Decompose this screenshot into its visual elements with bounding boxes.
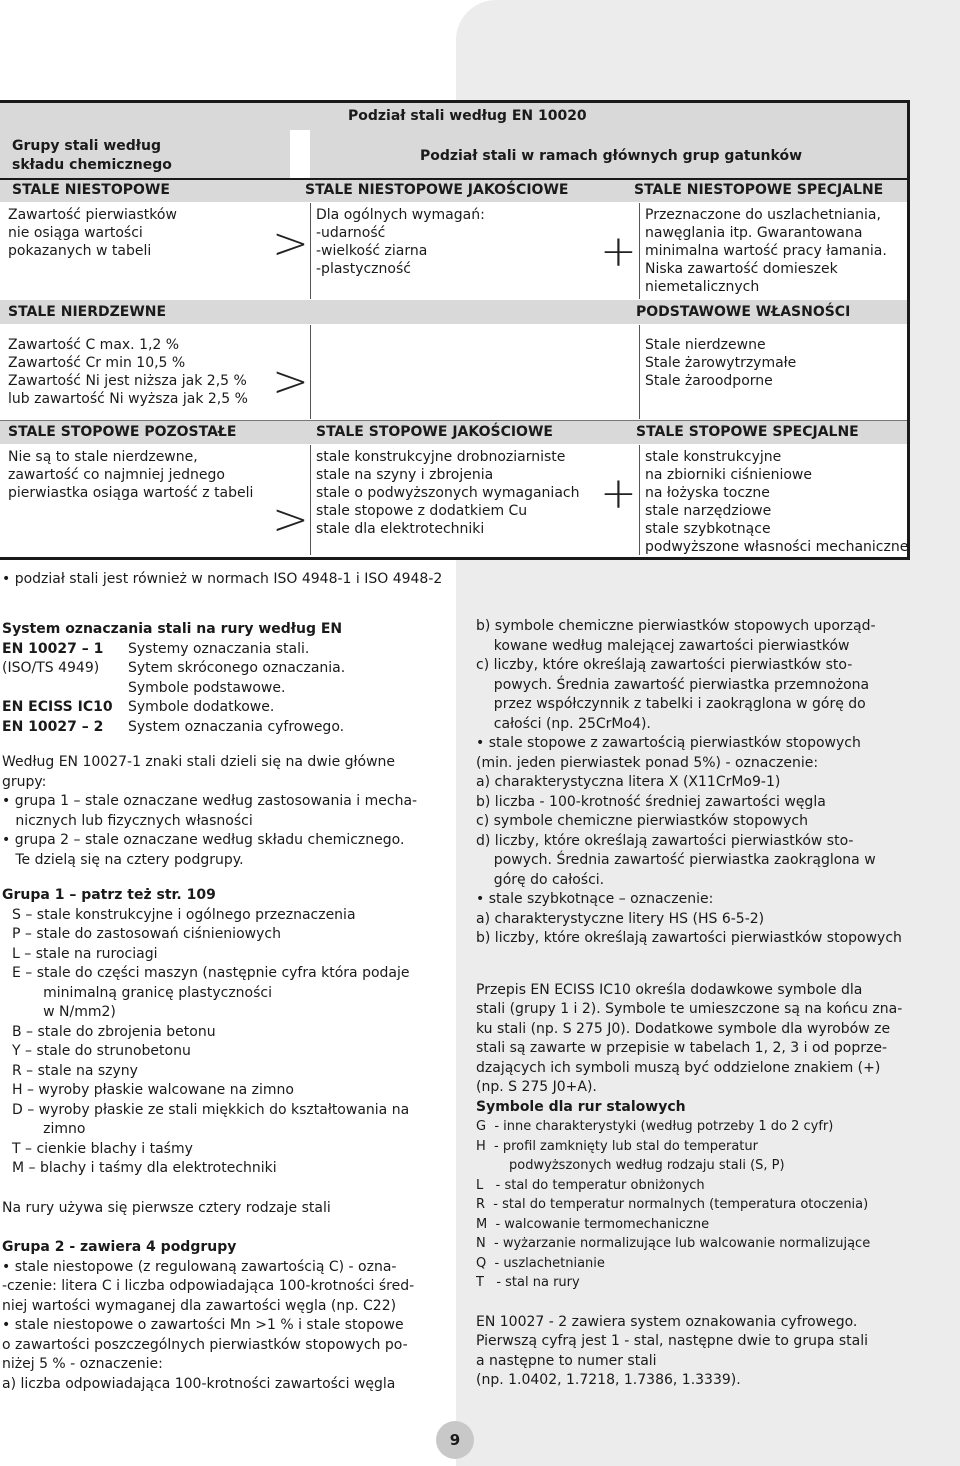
paragraph-line: EN 10027 - 2 zawiera system oznakowania cyfrowego. [476,1313,858,1330]
group-bullet: Te dzielą się na cztery podgrupy. [2,851,244,868]
cell-line: na łożyska toczne [645,485,770,501]
paragraph-line: grupy: [2,773,47,790]
pipe-symbol-item: L - stal do temperatur obniżonych [476,1177,705,1193]
iso-note: • podział stali jest również w normach ISO 4948-1 i ISO 4948-2 [2,571,443,587]
group1-item: T – cienkie blachy i taśmy [12,1140,193,1157]
cell-divider [310,203,311,299]
group1-item: minimalną granicę plastyczności [12,984,272,1001]
cell-line: Zawartość pierwiastków [8,207,177,223]
group1-item: L – stale na rurociagi [12,945,158,962]
cell-divider [310,325,311,419]
group-bullet: • grupa 1 – stale oznaczane według zastosowania i mecha- [2,793,418,809]
cell-line: minimalna wartość pracy łamania. [645,243,887,259]
group2-line: niżej 5 % - oznaczenie: [2,1356,163,1372]
row3-mid-cell [316,448,579,538]
group-bullet: • grupa 2 – stale oznaczane według składu chemicznego. [2,832,405,848]
cell-line: Przeznaczone do uszlachetniania, [645,207,881,223]
paragraph-line: (np. S 275 J0+A). [476,1079,597,1095]
cell-line: nawęglania itp. Gwarantowana [645,225,863,241]
right-column [476,617,916,1391]
cell-line: na zbiorniki ciśnieniowe [645,467,812,483]
divider [0,178,907,180]
system-row [2,640,442,660]
row3-left-header: STALE STOPOWE POZOSTAŁE [8,424,237,440]
row3-left-cell [8,448,253,502]
pipe-symbols-title: Symbole dla rur stalowych [476,1098,686,1115]
table-bottom-border [0,557,910,560]
system-code: (ISO/TS 4949) [2,660,100,676]
group1-item: P – stale do zastosowań ciśnieniowych [12,926,281,942]
greater-than-symbol: > [272,356,309,407]
row2-left-header: STALE NIERDZEWNE [8,304,167,320]
steel-classification-table [0,100,910,560]
system-code: EN 10027 – 2 [2,718,104,735]
pipe-symbol-item: Q - uszlachetnianie [476,1255,605,1271]
cell-line: zawartość co najmniej jednego [8,467,225,483]
cell-line: stale szybkotnące [645,521,771,537]
cell-divider [310,445,311,555]
paragraph-line: b) liczby, które określają zawartości pierwiastków stopowych [476,930,902,946]
cell-line: stale dla elektrotechniki [316,521,485,537]
paragraph-line: c) symbole chemiczne pierwiastków stopowych [476,813,808,829]
group-bullet: nicznych lub fizycznych własności [2,812,253,829]
paragraph-line: (np. 1.0402, 1.7218, 1.7386, 1.3339). [476,1372,741,1388]
plus-symbol: + [600,226,637,277]
paragraph-line: a) charakterystyczne litery HS (HS 6-5-2) [476,910,765,927]
group1-item: Y – stale do strunobetonu [12,1043,191,1059]
group-header: Grupy stali według składu chemicznego [12,138,172,173]
group1-item: w N/mm2) [12,1004,116,1020]
row1-mid-cell [316,206,485,278]
group2-line: -czenie: litera C i liczba odpowiadająca 100-krotności śred- [2,1278,415,1294]
pipe-symbol-item: N - wyżarzanie normalizujące lub walcowanie normalizujące [476,1236,871,1251]
group1-item: B – stale do zbrojenia betonu [12,1023,216,1040]
group1-item: R – stale na szyny [12,1062,138,1079]
paragraph-line: d) liczby, które określają zawartości pierwiastków sto- [476,832,854,849]
cell-divider [639,445,640,555]
cell-line: stale konstrukcyjne [645,449,782,465]
system-row [2,698,442,718]
cell-line: Dla ogólnych wymagań: [316,207,485,223]
row2-right-header: PODSTAWOWE WŁASNOŚCI [636,304,851,320]
paragraph-line: • stale szybkotnące – oznaczenie: [476,891,714,907]
cell-line: pokazanych w tabeli [8,243,152,259]
paragraph-line: a następne to numer stali [476,1352,657,1369]
row2-left-cell [8,336,248,408]
group2-line: a) liczba odpowiadająca 100-krotności zawartości węgla [2,1375,396,1392]
paragraph-line: kowane według malejącej zawartości pierwiastków [476,637,850,654]
system-desc: Sytem skróconego oznaczania. [128,660,346,676]
cell-line: Zawartość Cr min 10,5 % [8,355,186,371]
cell-line: stale o podwyższonych wymaganiach [316,485,580,501]
cell-line: nie osiąga wartości [8,225,143,241]
row1-right-cell [645,206,887,296]
system-desc: Symbole dodatkowe. [128,699,275,715]
row1-mid-header: STALE NIESTOPOWE JAKOŚCIOWE [305,182,569,198]
system-title: System oznaczania stali na rury według EN [2,621,343,637]
cell-line: stale stopowe z dodatkiem Cu [316,503,528,519]
paragraph-line: powych. Średnia zawartość pierwiastka zaokrąglona w [476,852,876,868]
page-number: 9 [436,1421,474,1459]
paragraph-line: przez współczynnik z tabelki i zaokrąglona w górę do [476,696,866,712]
pipe-symbol-item: R - stal do temperatur normalnych (temperatura otoczenia) [476,1197,869,1212]
plus-symbol: + [600,468,637,519]
row3-right-cell [645,448,908,556]
pipes-note: Na rury używa się pierwsze cztery rodzaje stali [2,1199,331,1216]
divider [0,420,907,421]
table-title: Podział stali według EN 10020 [348,108,587,124]
system-row [2,659,442,679]
paragraph-line: dzających ich symboli muszą być oddzielone znakiem (+) [476,1059,881,1076]
group1-title: Grupa 1 – patrz też str. 109 [2,887,216,903]
system-row [2,718,442,738]
paragraph-line: Przepis EN ECISS IC10 określa dodawkowe symbole dla [476,981,863,998]
group2-line: o zawartości poszczególnych pierwiastków stopowych po- [2,1336,408,1353]
paragraph-line: Według EN 10027-1 znaki stali dzieli się na dwie główne [2,754,396,770]
pipe-symbol-item: G - inne charakterystyki (według potrzeby 1 do 2 cyfr) [476,1119,834,1134]
group1-item: S – stale konstrukcyjne i ogólnego przeznaczenia [12,906,356,923]
cell-line: niemetalicznych [645,279,760,295]
row1-left-header: STALE NIESTOPOWE [12,182,170,198]
cell-line: -udarność [316,225,386,241]
system-desc: System oznaczania cyfrowego. [128,718,345,735]
pipe-symbol-item: H - profil zamknięty lub stal do temperatur [476,1138,758,1154]
cell-line: lub zawartość Ni wyższa jak 2,5 % [8,391,248,407]
paragraph-line: górę do całości. [476,871,605,888]
iso-note-text: podział stali jest również w normach ISO 4948-1 i ISO 4948-2 [14,571,443,587]
cell-divider [639,203,640,299]
cell-line: -wielkość ziarna [316,243,428,259]
cell-line: Zawartość C max. 1,2 % [8,337,180,353]
greater-than-symbol: > [272,218,309,269]
cell-line: stale na szyny i zbrojenia [316,467,494,483]
group2-title: Grupa 2 - zawiera 4 podgrupy [2,1239,237,1255]
group1-item: E – stale do części maszyn (następnie cyfra która podaje [12,965,410,981]
cell-line: Stale żarowytrzymałe [645,355,797,371]
paragraph-line: ku stali (np. S 275 J0). Dodatkowe symbole dla wyrobów ze [476,1020,891,1037]
row3-right-header: STALE STOPOWE SPECJALNE [636,424,859,440]
group1-item: D – wyroby płaskie ze stali miękkich do kształtowania na [12,1101,410,1118]
subgroup-header: Podział stali w ramach głównych grup gatunków [420,148,803,164]
cell-line: Niska zawartość domieszek [645,261,838,277]
row2-right-cell [645,336,796,390]
pipe-symbol-item: podwyższonych według rodzaju stali (S, P) [476,1158,785,1173]
cell-line: Zawartość Ni jest niższa jak 2,5 % [8,373,247,389]
system-desc: Systemy oznaczania stali. [128,640,310,657]
system-row [2,679,442,699]
cell-line: Stale żaroodporne [645,373,773,389]
group2-line: niej wartości wymaganej dla zawartości węgla (np. C22) [2,1297,397,1314]
row1-right-header: STALE NIESTOPOWE SPECJALNE [634,182,884,198]
row1-left-cell [8,206,177,260]
pipe-symbol-item: M - walcowanie termomechaniczne [476,1216,710,1232]
paragraph-line: całości (np. 25CrMo4). [476,715,651,732]
paragraph-line: stali są zawarte w przepisie w tabelach 1, 2, 3 i od poprze- [476,1040,887,1056]
system-desc: Symbole podstawowe. [128,679,286,696]
paragraph-line: stali (grupy 1 i 2). Symbole te umieszczone są na końcu zna- [476,1001,903,1017]
cell-line: pierwiastka osiąga wartość z tabeli [8,485,254,501]
cell-line: podwyższone własności mechaniczne [645,539,909,555]
paragraph-line: b) symbole chemiczne pierwiastków stopowych uporząd- [476,618,876,634]
paragraph-line: Pierwszą cyfrą jest 1 - stal, następne dwie to grupa stali [476,1333,868,1349]
group1-item: zimno [12,1121,86,1137]
paragraph-line: (min. jeden pierwiastek ponad 5%) - oznaczenie: [476,754,819,771]
group2-line: • stale niestopowe o zawartości Mn >1 % i stale stopowe [2,1317,404,1333]
paragraph-line: c) liczby, które określają zawartości pierwiastków sto- [476,657,853,673]
cell-line: Stale nierdzewne [645,337,766,353]
cell-line: stale konstrukcyjne drobnoziarniste [316,449,566,465]
cell-line: stale narzędziowe [645,503,772,519]
paragraph-line: b) liczba - 100-krotność średniej zawartości węgla [476,793,826,810]
paragraph-line: powych. Średnia zawartość pierwiastka przemnożona [476,676,870,693]
group1-item: M – blachy i taśmy dla elektrotechniki [12,1160,277,1176]
pipe-symbol-item: T - stal na rury [476,1275,580,1290]
cell-line: -plastyczność [316,261,411,277]
cell-divider [639,325,640,419]
group2-line: • stale niestopowe (z regulowaną zawartością C) - ozna- [2,1258,397,1275]
paragraph-line: • stale stopowe z zawartością pierwiastków stopowych [476,735,861,751]
greater-than-symbol: > [272,494,309,545]
system-code: EN ECISS IC10 [2,699,113,715]
left-column [2,620,442,1394]
cell-line: Nie są to stale nierdzewne, [8,449,198,465]
system-code: EN 10027 – 1 [2,640,104,657]
paragraph-line: a) charakterystyczna litera X (X11CrMo9-1) [476,774,781,790]
row3-mid-header: STALE STOPOWE JAKOŚCIOWE [316,424,553,440]
group1-item: H – wyroby płaskie walcowane na zimno [12,1082,294,1098]
